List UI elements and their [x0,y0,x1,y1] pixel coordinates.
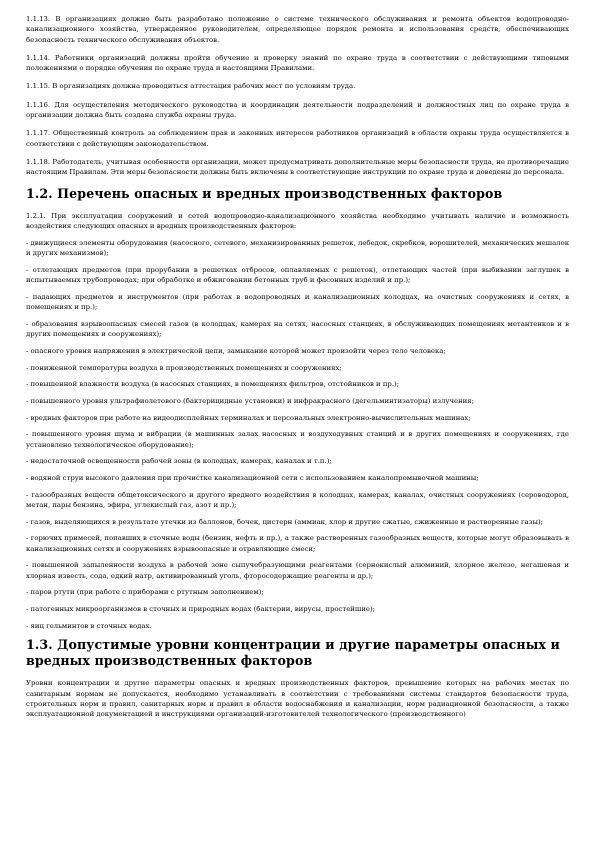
factor-list-item: - отлетающих предметов (при прорубании в решетках отбросов, оплавляемых с решеток), отлетающих частей (при выбивании заглушек в испытываемых трубопроводах; при обработке и обжиговании бетонных труб и фасонных изделий и пр.); [26,266,569,285]
factor-list-item: - яиц гельминтов в сточных водах. [26,621,152,630]
factor-list-item: - пониженной температуры воздуха в производственных помещениях и сооружениях; [26,363,342,372]
paragraph-1-1-13: 1.1.13. В организациях должно быть разработано положение о системе технического обслуживания и ремонта объектов водопроводно-канализационного хозяйства, утвержденное руководителем, определяющее порядок ремонта и использования средств, обеспечивающих безопасность технического обслуживания объектов. [26,15,569,44]
factor-list-item: - образования взрывоопасных смесей газов (в колодцах, камерах на сетях, насосных станциях, в обслуживающих помещениях метантенков и в других помещениях и сооружениях); [26,320,569,339]
factor-list-item: - горючих примесей, попавших в сточные воды (бензин, нефть и пр.), а также растворенных газообразных веществ, которые могут образовывать в канализационных сетях и сооружениях взрывоопасные и отравляющие смеси; [26,534,569,553]
section-heading-1-2: 1.2. Перечень опасных и вредных производственных факторов [26,185,503,201]
paragraph-1-3-body: Уровни концентрации и другие параметры опасных и вредных производственных факторов, превышение которых на рабочих местах по санитарным нормам не допускается, необходимо устанавливать в соответствии с требованиями системы стандартов безопасности труда, строительных норм и правил, санитарных норм и правил в области водоснабжения и канализации, норм радиационной безопасности, а также эксплуатационной документацией и инструкциями организаций-изготовителей технологического (производственного) [26,679,569,719]
factor-list-item: - водяной струи высокого давления при прочистке канализационной сети с использованием каналопромывочной машины; [26,474,479,483]
factor-list-item: - патогенных микроорганизмов в сточных и природных водах (бактерии, вирусы, простейшие); [26,605,375,614]
paragraph-1-1-15: 1.1.15. В организациях должна проводиться аттестация рабочих мест по условиям труда. [26,82,356,91]
factor-list-item: - газов, выделяющихся в результате утечки из баллонов, бочек, цистерн (аммиак, хлор и другие сжатые, сжиженные и растворенные газы); [26,517,543,526]
factor-list-item: - паров ртути (при работе с приборами с ртутным заполнением); [26,588,264,597]
factor-list-item: - недостаточной освещенности рабочей зоны (в колодцах, камерах, каналах и т.п.); [26,457,332,466]
paragraph-1-1-16: 1.1.16. Для осуществления методического руководства и координации деятельности подразделений и должностных лиц по охране труда в организации должна быть создана служба охраны труда. [26,100,569,120]
factor-list-item: - повышенного уровня ультрафиолетового (бактерицидные установки) и инфракрасного (дегельминтизаторы) излучения; [26,397,474,406]
factor-list-item: - опасного уровня напряжения в электрической цепи, замыкание которой может произойти через тело человека; [26,346,446,355]
paragraph-1-2-1: 1.2.1. При эксплуатации сооружений и сетей водопроводно-канализационного хозяйства необходимо учитывать наличие и возможность воздействия следующих опасных и вредных производственных факторов: [26,212,569,231]
paragraph-1-1-14: 1.1.14. Работники организаций должны пройти обучение и проверку знаний по охране труда в соответствии с действующими типовыми положениями о порядке обучения по охране труда и настоящими Правилами. [26,53,569,73]
factor-list-item: - повышенной запыленности воздуха в рабочей зоне сыпучебразующими реагентами (сернокислый алюминий, хлорное железо, негашеная и хлорная известь, сода, едкий натр, активированный уголь, фторосодержащие реагенты и др.); [26,561,569,580]
paragraph-1-1-18: 1.1.18. Работодатель, учитывая особенности организации, может предусматривать дополнительные меры безопасности труда, не противоречащие настоящим Правилам. Эти меры безопасности должны быть включены в соответствующие инструкции по охране труда и доведены до персонала. [26,157,569,177]
section-heading-1-3: 1.3. Допустимые уровни концентрации и другие параметры опасных и вредных производственных факторов [26,637,560,668]
factor-list-item: - движущиеся элементы оборудования (насосного, сетевого, механизированных решеток, лебедок, скребков, ворошителей, механических мешалок и других механизмов); [26,239,570,258]
paragraph-1-1-17: 1.1.17. Общественный контроль за соблюдением прав и законных интересов работников организаций в области охраны труда осуществляется в соответствии с действующим законодательством. [26,129,569,148]
factor-list-item: - повышенной влажности воздуха (в насосных станциях, в помещениях фильтров, отстойников и пр.); [26,380,400,389]
factor-list-item: - повышенного уровня шума и вибрации (в машинных залах насосных и воздуходувных станций и в других помещениях и сооружениях, где установлено технологическое оборудование); [26,430,569,449]
factor-list-item: - газообразных веществ общетоксического и другого вредного воздействия в колодцах, камерах, каналах, очистных сооружениях (сероводород, метан, пары бензина, эфира, углекислый газ, азот и пр.); [26,490,569,510]
factor-list-item: - вредных факторов при работе на видеодисплейных терминалах и персональных электронно-вычислительных машинах; [26,413,471,422]
factor-list-item: - падающих предметов и инструментов (при работах в водопроводных и канализационных колодцах, на очистных сооружениях и сетях, в помещениях и пр.); [26,293,569,312]
